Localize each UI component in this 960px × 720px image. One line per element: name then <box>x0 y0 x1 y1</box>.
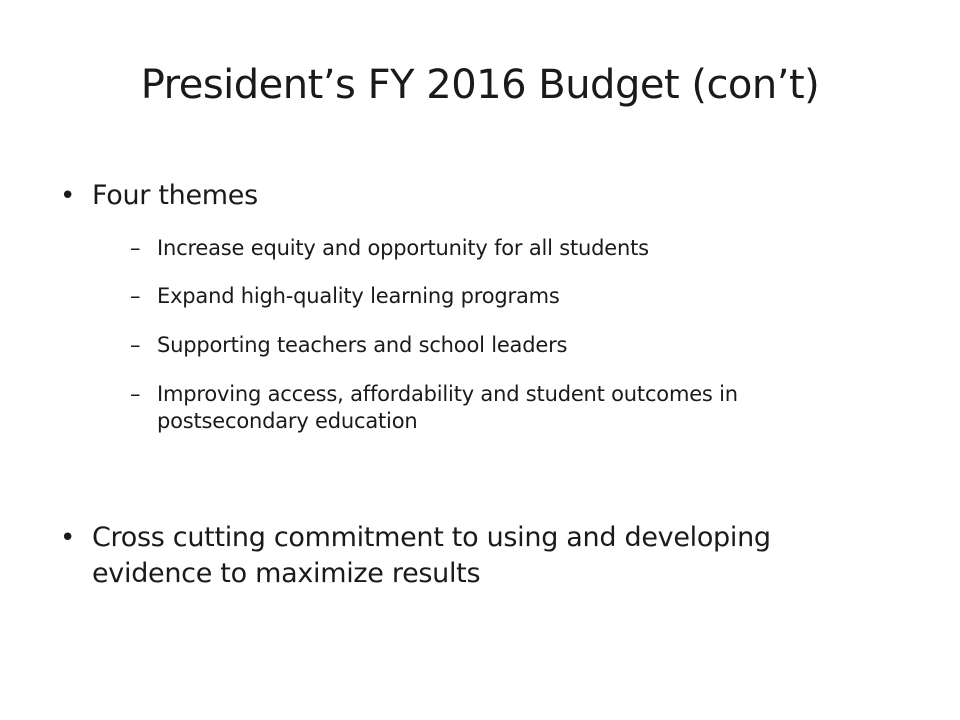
sub-bullet-item <box>130 283 560 310</box>
dash-icon: – <box>130 284 141 308</box>
sub-bullet-item <box>130 235 649 262</box>
bullet-dot-icon: • <box>60 181 76 211</box>
bullet-item <box>60 520 860 592</box>
sub-bullet-item <box>130 381 830 435</box>
sub-bullet-text: Increase equity and opportunity for all students <box>157 236 649 260</box>
dash-icon: – <box>130 382 141 406</box>
sub-bullet-text: Supporting teachers and school leaders <box>157 333 568 357</box>
bullet-item <box>60 178 258 214</box>
bullet-text: Cross cutting commitment to using and developing evidence to maximize results <box>92 522 771 589</box>
bullet-dot-icon: • <box>60 523 76 553</box>
dash-icon: – <box>130 333 141 357</box>
sub-bullet-item <box>130 332 567 359</box>
sub-bullet-text: Improving access, affordability and student outcomes in postsecondary education <box>157 382 738 433</box>
sub-bullet-text: Expand high-quality learning programs <box>157 284 560 308</box>
dash-icon: – <box>130 236 141 260</box>
bullet-text: Four themes <box>92 180 258 211</box>
slide-title: President’s FY 2016 Budget (con’t) <box>140 62 820 108</box>
